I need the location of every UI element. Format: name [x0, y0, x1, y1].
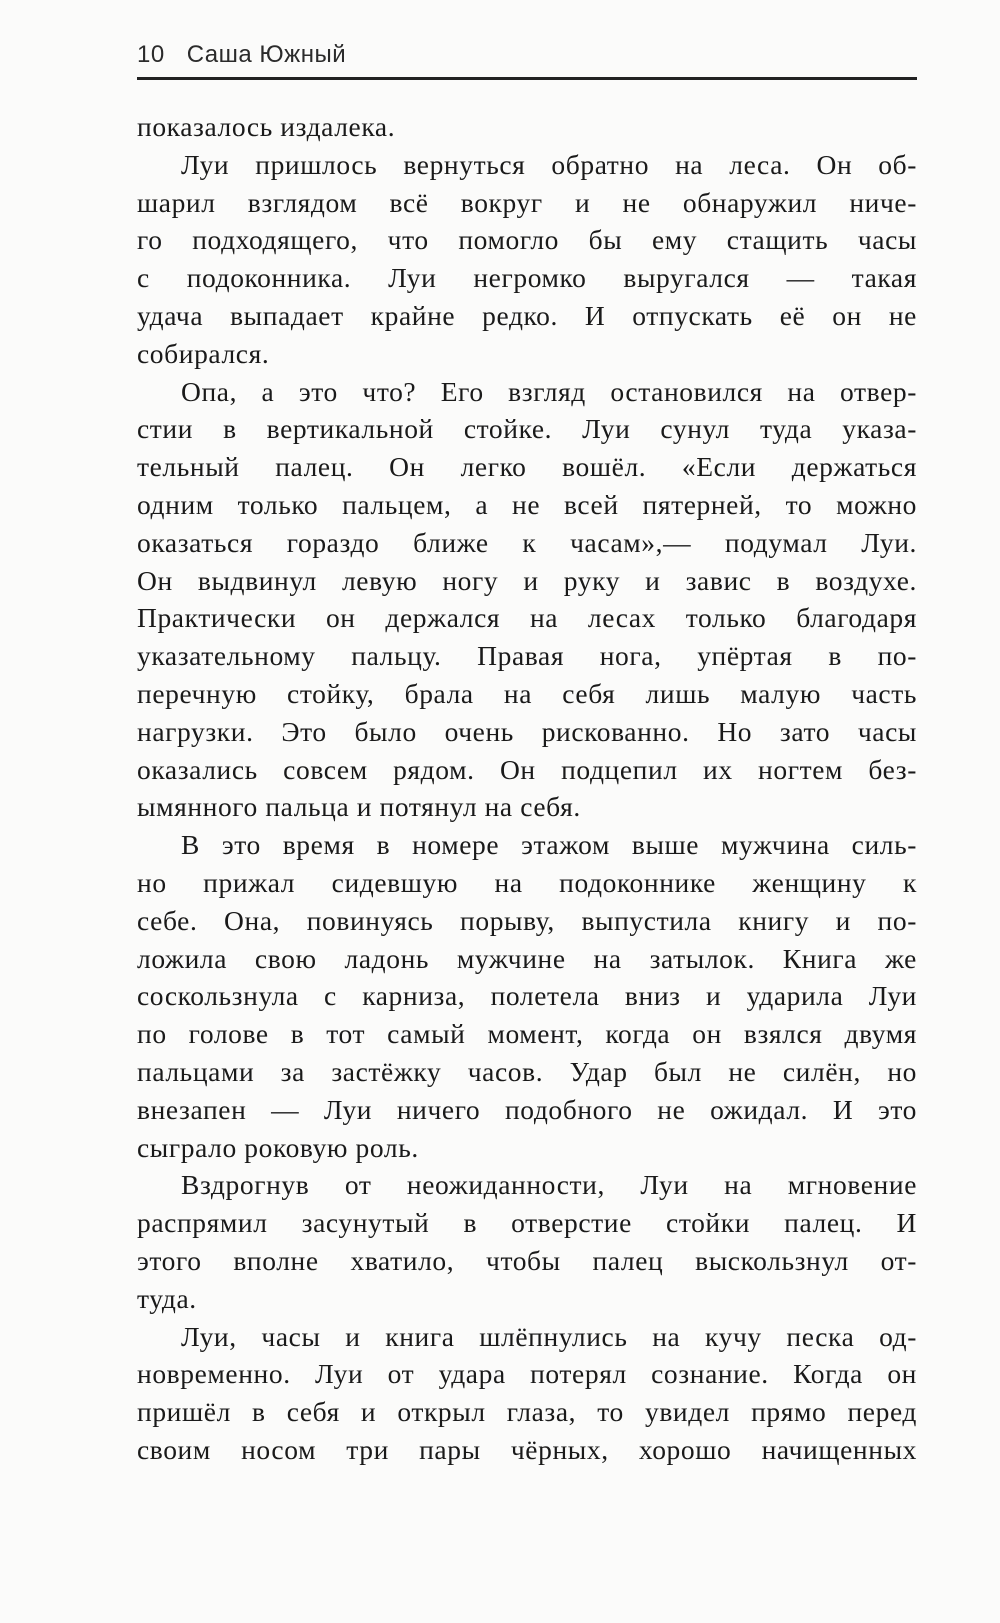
text-line: перечную стойку, брала на себя лишь малую часть [137, 677, 917, 709]
text-line: распрямил засунутый в отверстие стойки палец. И [137, 1207, 917, 1239]
text-line: указательному пальцу. Правая нога, упёртая в по- [137, 640, 917, 672]
text-line: но прижал сидевшую на подоконнике женщину к [137, 866, 917, 898]
text-line: туда. [137, 1282, 197, 1314]
text-line: пальцами за застёжку часов. Удар был не силён, но [137, 1055, 917, 1087]
header-rule [137, 77, 917, 80]
text-line: го подходящего, что помогло бы ему стащить часы [137, 224, 917, 256]
text-line: Луи пришлось вернуться обратно на леса. Он об- [181, 148, 917, 180]
text-line: Вздрогнув от неожиданности, Луи на мгновение [181, 1169, 917, 1201]
text-line: Практически он держался на лесах только благодаря [137, 602, 917, 634]
text-line: ымянного пальца и потянул на себя. [137, 791, 581, 823]
text-line: Он выдвинул левую ногу и руку и завис в воздухе. [137, 564, 917, 596]
text-line: оказаться гораздо ближе к часам»,— подумал Луи. [137, 526, 917, 558]
text-line: стии в вертикальной стойке. Луи сунул туда указа- [137, 413, 917, 445]
text-line: тельный палец. Он легко вошёл. «Если держаться [137, 451, 917, 483]
text-line: удача выпадает крайне редко. И отпускать её он не [137, 299, 917, 331]
text-line: оказались совсем рядом. Он подцепил их ногтем без- [137, 753, 917, 785]
text-line: Луи, часы и книга шлёпнулись на кучу песка од- [181, 1320, 917, 1352]
text-line: пришёл в себя и открыл глаза, то увидел прямо перед [137, 1396, 917, 1428]
text-line: В это время в номере этажом выше мужчина силь- [181, 829, 917, 861]
text-line: своим носом три пары чёрных, хорошо начищенных [137, 1433, 917, 1465]
text-line: соскользнула с карниза, полетела вниз и ударила Луи [137, 980, 917, 1012]
text-line: ложила свою ладонь мужчине на затылок. Книга же [137, 942, 917, 974]
text-line: показалось издалека. [137, 111, 396, 142]
author-name: Саша Южный [186, 41, 347, 68]
running-head [137, 35, 917, 75]
text-line: нагрузки. Это было очень рискованно. Но зато часы [137, 715, 917, 747]
text-line: внезапен — Луи ничего подобного не ожидал. И это [137, 1093, 917, 1125]
text-line: этого вполне хватило, чтобы палец выскользнул от- [137, 1244, 917, 1276]
text-line: одним только пальцем, а не всей пятерней, то можно [137, 488, 917, 520]
text-line: по голове в тот самый момент, когда он взялся двумя [137, 1018, 917, 1050]
text-line: с подоконника. Луи негромко выругался — такая [137, 262, 917, 294]
text-line: сыграло роковую роль. [137, 1131, 419, 1163]
body-text [137, 108, 917, 1469]
text-line: шарил взглядом всё вокруг и не обнаружил ниче- [137, 186, 917, 218]
text-line: собирался. [137, 337, 270, 369]
text-line: Опа, а это что? Его взгляд остановился на отвер- [181, 375, 917, 407]
text-line: новременно. Луи от удара потерял сознание. Когда он [137, 1358, 917, 1390]
text-line: себе. Она, повинуясь порыву, выпустила книгу и по- [137, 904, 917, 936]
page-number: 10 [137, 41, 165, 68]
